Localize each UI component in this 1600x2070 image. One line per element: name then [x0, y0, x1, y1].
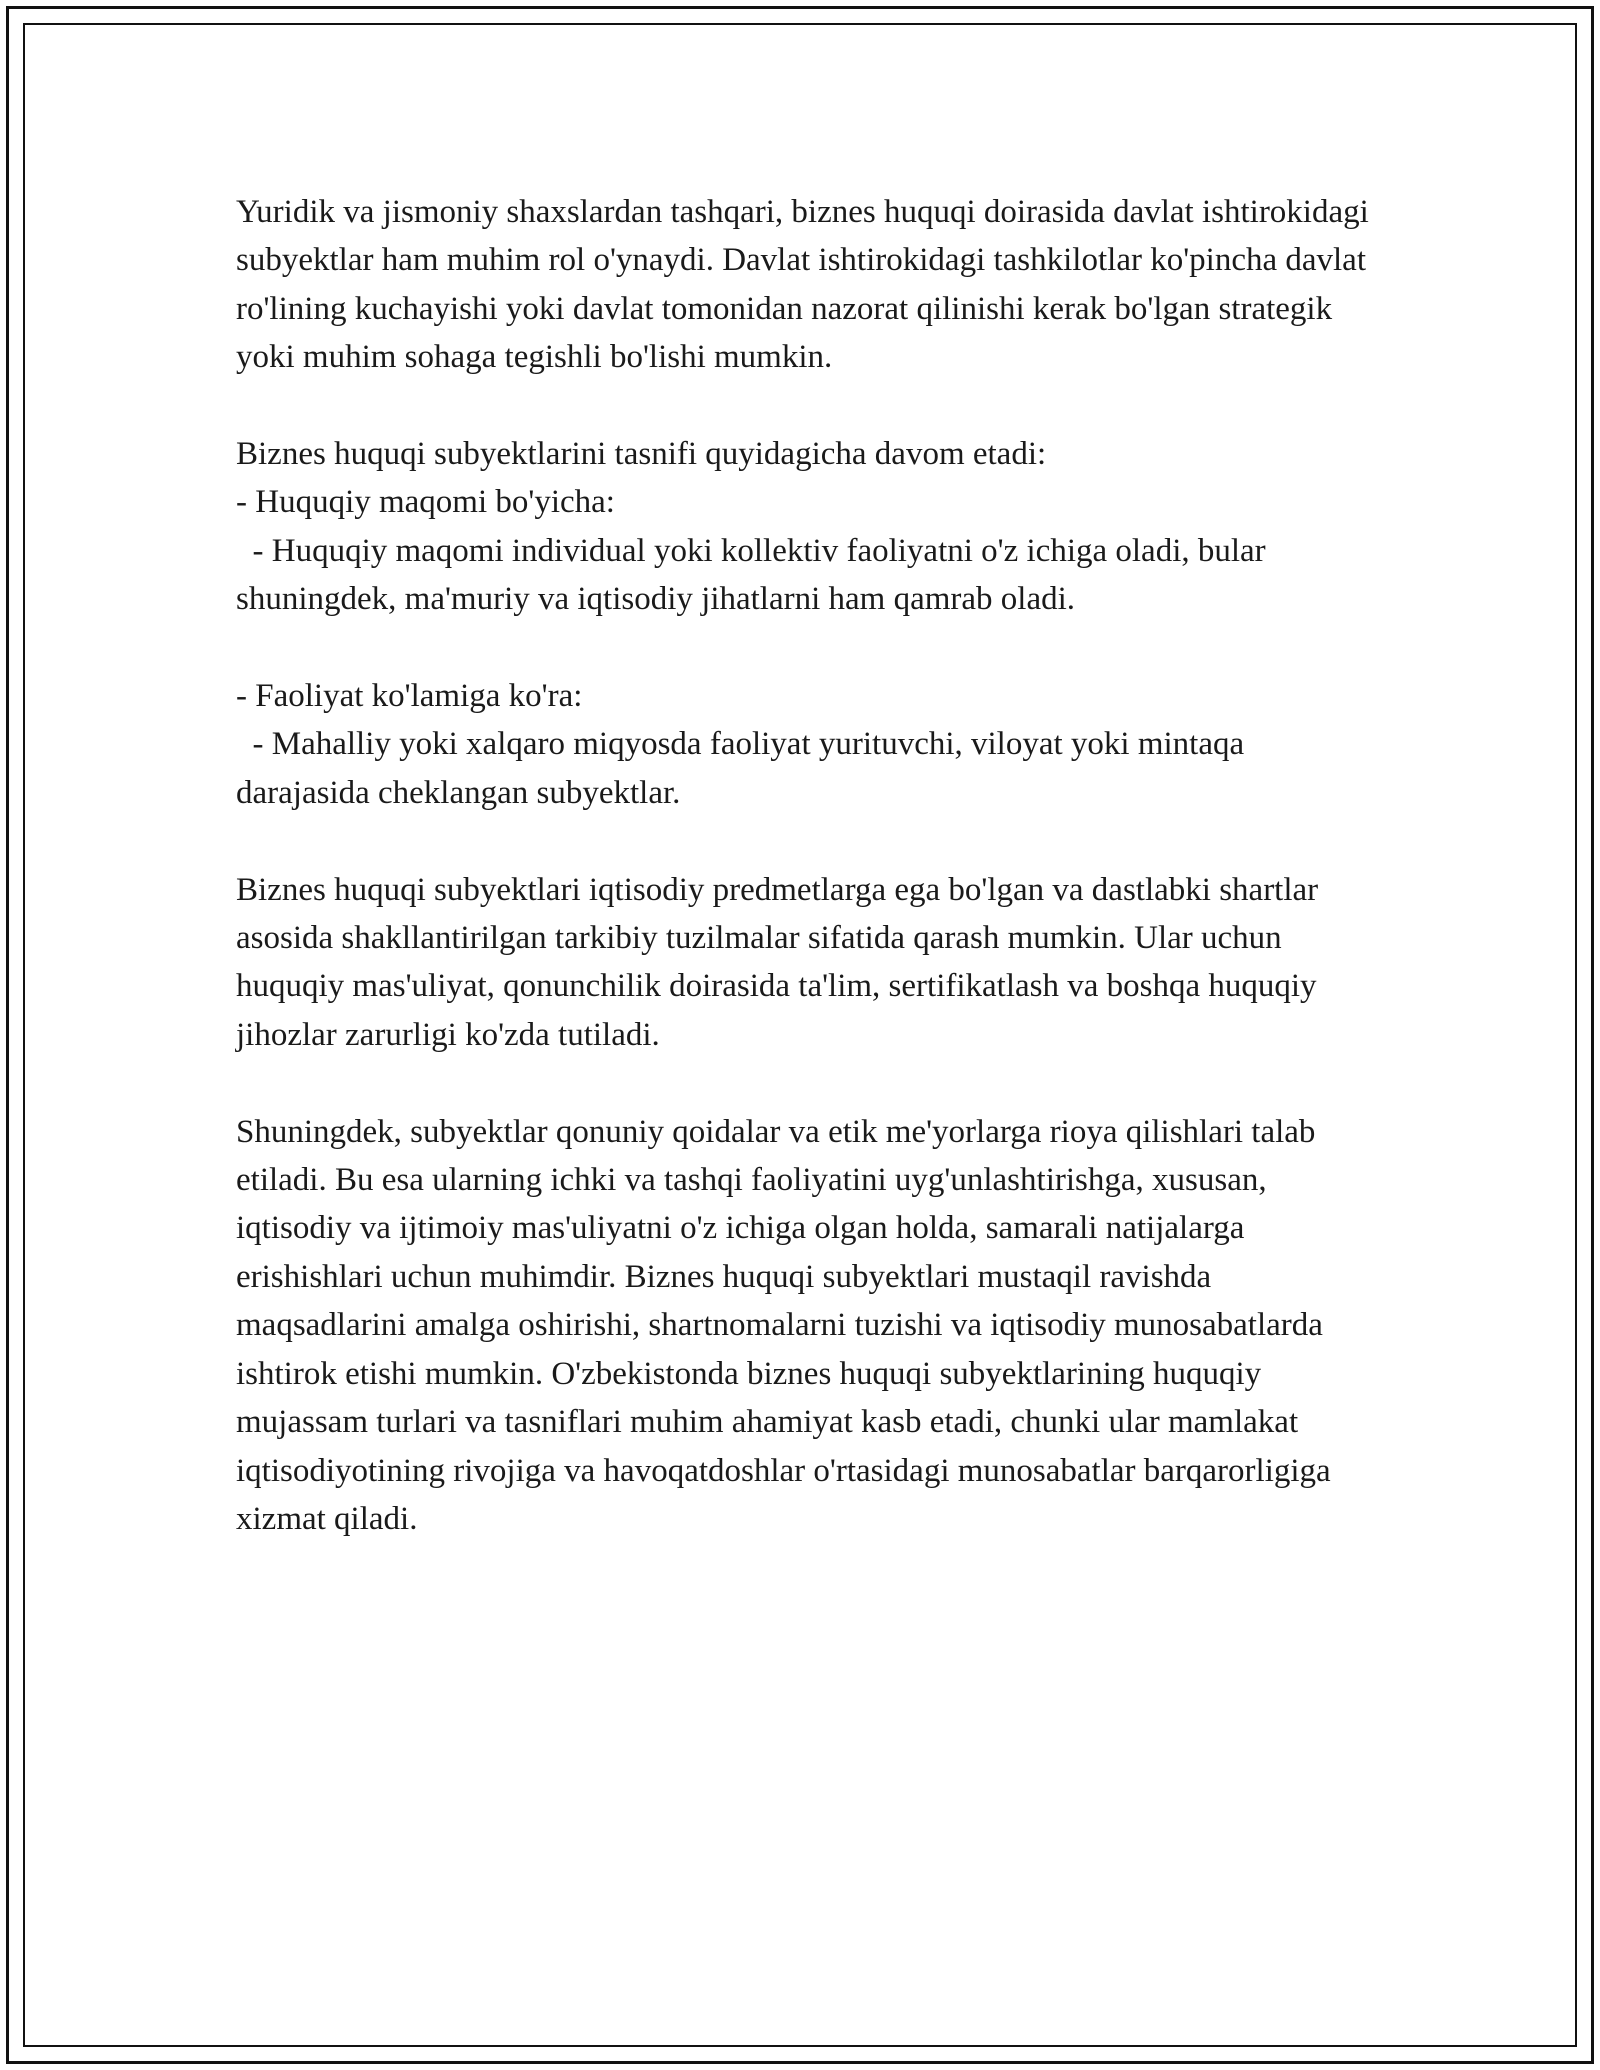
classification-intro: Biznes huquqi subyektlarini tasnifi quyidagicha davom etadi:: [236, 436, 1047, 473]
paragraph-compliance: Shuningdek, subyektlar qonuniy qoidalar va etik me'yorlarga rioya qilishlari talab etiladi. Bu esa ularning ichki va tashqi faoliyatini uyg'unlashtirishga, xususan, iqtisodiy va ijtimoiy mas'uliyatni o'z ichiga olgan holda, samarali natijalarga erishishlari uchun muhimdir. Biznes huquqi subyektlari mustaqil ravishda maqsadlarini amalga oshirishi, shartnomalarni tuzishi va iqtisodiy munosabatlarda ishtirok etishi mumkin. O'zbekistonda biznes huquqi subyektlarining huquqiy mujassam turlari va tasniflari muhim ahamiyat kasb etadi, chunki ular mamlakat iqtisodiyotining rivojiga va havoqatdoshlar o'rtasidagi munosabatlar barqarorligiga xizmat qiladi.: [236, 1113, 1339, 1537]
paragraph-state-entities: Yuridik va jismoniy shaxslardan tashqari, biznes huquqi doirasida davlat ishtirokidagi subyektlar ham muhim rol o'ynaydi. Davlat ishtirokidagi tashkilotlar ko'pincha davlat ro'lining kuchayishi yoki davlat tomonidan nazorat qilinishi kerak bo'lgan strategik yoki muhim sohaga tegishli bo'lishi mumkin.: [236, 194, 1378, 376]
legal-status-heading: - Huquqiy maqomi bo'yicha:: [236, 484, 615, 521]
document-body: [236, 188, 1386, 1592]
activity-scope-item: - Mahalliy yoki xalqaro miqyosda faoliyat yurituvchi, viloyat yoki mintaqa darajasida cheklangan subyektlar.: [236, 726, 1253, 811]
classification-section: [236, 430, 1386, 624]
paragraph-structural-units: Biznes huquqi subyektlari iqtisodiy predmetlarga ega bo'lgan va dastlabki shartlar asosida shakllantirilgan tarkibiy tuzilmalar sifatida qarash mumkin. Ular uchun huquqiy mas'uliyat, qonunchilik doirasida ta'lim, sertifikatlash va boshqa huquqiy jihozlar zarurligi ko'zda tutiladi.: [236, 871, 1327, 1053]
activity-scope-section: [236, 672, 1386, 817]
activity-scope-heading: - Faoliyat ko'lamiga ko'ra:: [236, 678, 583, 715]
legal-status-item: - Huquqiy maqomi individual yoki kollektiv faoliyatni o'z ichiga oladi, bular shuningdek, ma'muriy va iqtisodiy jihatlarni ham qamrab oladi.: [236, 532, 1274, 618]
